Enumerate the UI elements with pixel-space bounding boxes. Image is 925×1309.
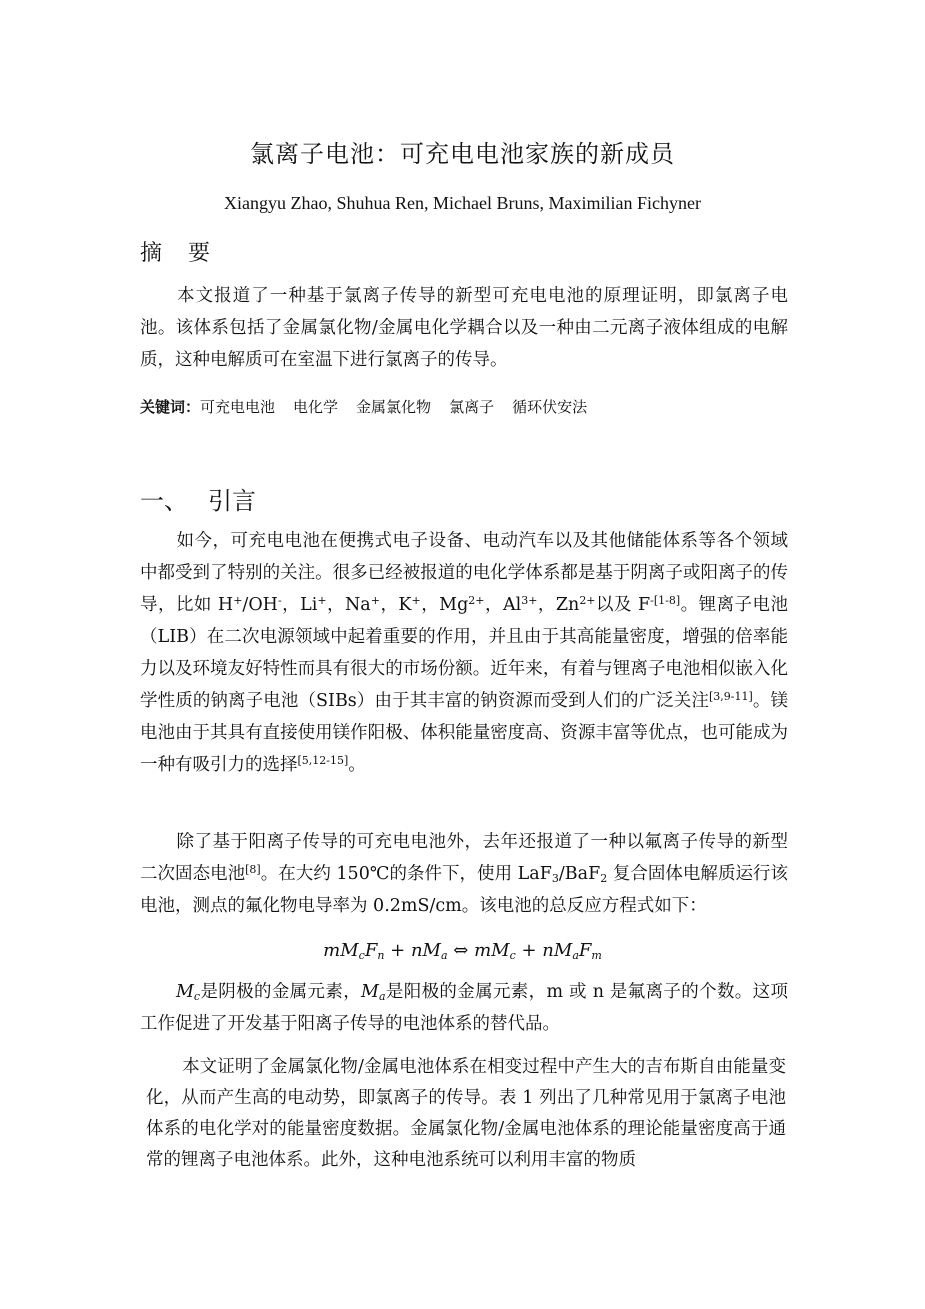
- text-run: + nM: [384, 940, 441, 961]
- keyword: 循环伏安法: [512, 398, 588, 416]
- text-run: M: [361, 982, 379, 1002]
- text-run: +: [317, 594, 327, 607]
- abstract-heading-char: 要: [188, 241, 211, 266]
- abstract-heading: [140, 236, 210, 267]
- text-run: 。锂离子电池（LIB）在二次电源领域中起着重要的作用，并且由于其高能量密度，增强的倍率能力以及环境友好特性而具有很大的市场份额。近年来，有着与锂离子电池相似嵌入化学性质的钠离子电池（SIBs）由于其丰富的钠资源而受到人们的广泛关注: [140, 595, 789, 711]
- text-run: ，K: [379, 595, 412, 615]
- keyword: 电化学: [293, 398, 339, 416]
- abstract-heading-char: 摘: [140, 241, 163, 266]
- text-run: /OH: [242, 595, 278, 615]
- intro-paragraph-3: [140, 976, 788, 1040]
- section-heading-introduction: [140, 481, 256, 516]
- text-run: n: [377, 949, 385, 962]
- text-run: ，Na: [326, 595, 371, 615]
- text-run: c: [193, 990, 201, 1003]
- text-run: 2+: [579, 594, 596, 607]
- text-run: 2+: [468, 594, 485, 607]
- text-run: 3: [551, 872, 559, 885]
- text-run: F: [364, 940, 378, 961]
- section-title: 引言: [208, 487, 256, 515]
- keyword: 可充电电池: [200, 398, 276, 416]
- text-run: -: [277, 594, 282, 607]
- citation: [5,12-15]: [297, 754, 349, 767]
- text-run: 3+: [521, 594, 538, 607]
- text-run: mM: [323, 940, 359, 961]
- reaction-equation: [0, 940, 925, 961]
- citation: [3,9-11]: [708, 690, 753, 703]
- text-run: ，Al: [484, 595, 522, 615]
- abstract-body: [140, 280, 788, 376]
- text-run: 。镁电池由于其具有直接使用镁作阳极、体积能量密度高、资源丰富等优点，也可能成为一种有吸引力的选择: [140, 691, 788, 775]
- text-run: c: [509, 949, 516, 962]
- text-run: 。在大约 150℃的条件下，使用 LaF: [260, 864, 552, 884]
- text-run: 除了基于阳离子传导的可充电电池外，去年还报道了一种以氟离子传导的新型二次固态电池: [140, 832, 788, 884]
- text-run: a: [572, 949, 579, 962]
- text-run: mM: [474, 940, 510, 961]
- intro-paragraph-1: [140, 525, 788, 781]
- keyword: 金属氯化物: [356, 398, 432, 416]
- text-run: F: [578, 940, 592, 961]
- text-run: c: [358, 949, 365, 962]
- text-run: ，Li: [281, 595, 318, 615]
- text-run: +: [370, 594, 380, 607]
- paper-title: 氯离子电池：可充电电池家族的新成员: [250, 140, 675, 168]
- citation: -[1-8]: [650, 594, 681, 607]
- author-list: Xiangyu Zhao, Shuhua Ren, Michael Bruns, Maximilian Fichyner: [224, 193, 701, 213]
- text-run: a: [441, 949, 448, 962]
- text-run: /BaF: [558, 864, 601, 884]
- text-run: 复合固体电解质运行该电池，测点的氟化物电导率为 0.2mS/cm。该电池的总反应方程式如下：: [140, 864, 789, 916]
- text-run: ，Mg: [420, 595, 469, 615]
- text-run: 以及 F: [595, 595, 651, 615]
- text-run: 本文证明了金属氯化物/金属电池体系在相变过程中产生大的吉布斯自由能量变化，从而产生高的电动势，即氯离子的传导。表 1 列出了几种常见用于氯离子电池体系的电化学对的能量密度数据。金属氯化物/金属电池体系的理论能量密度高于通常的锂离子电池体系。此外，这种电池系统可以利用丰富的物质: [146, 1057, 786, 1170]
- text-run: 如今，可充电电池在便携式电子设备、电动汽车以及其他储能体系等各个领域中都受到了特别的关注。很多已经被报道的电化学体系都是基于阴离子或阳离子的传导，比如 H: [140, 531, 788, 615]
- text-run: m: [591, 949, 602, 962]
- keyword: 氯离子: [449, 398, 495, 416]
- text-run: +: [233, 594, 243, 607]
- abstract-text: 本文报道了一种基于氯离子传导的新型可充电电池的原理证明，即氯离子电池。该体系包括了金属氯化物/金属电化学耦合以及一种由二元离子液体组成的电解质，这种电解质可在室温下进行氯离子的传导。: [140, 286, 788, 370]
- intro-paragraph-2: [140, 826, 788, 922]
- keywords: [140, 396, 605, 417]
- text-run: + nM: [515, 940, 573, 961]
- citation: [8]: [245, 863, 261, 876]
- text-run: ⇔: [447, 940, 475, 961]
- text-run: 是阴极的金属元素，: [200, 982, 362, 1002]
- text-run: a: [378, 990, 386, 1003]
- text-run: ，Zn: [537, 595, 580, 615]
- text-run: 。: [348, 755, 366, 775]
- text-run: M: [176, 982, 194, 1002]
- keywords-label: 关键词：: [140, 398, 201, 416]
- text-run: +: [411, 594, 421, 607]
- text-run: 是阳极的金属元素，m 或 n 是氟离子的个数。这项工作促进了开发基于阳离子传导的电池体系的替代品。: [140, 982, 789, 1034]
- intro-paragraph-4: [146, 1052, 786, 1176]
- text-run: 2: [600, 872, 608, 885]
- section-number: 一、: [140, 487, 188, 515]
